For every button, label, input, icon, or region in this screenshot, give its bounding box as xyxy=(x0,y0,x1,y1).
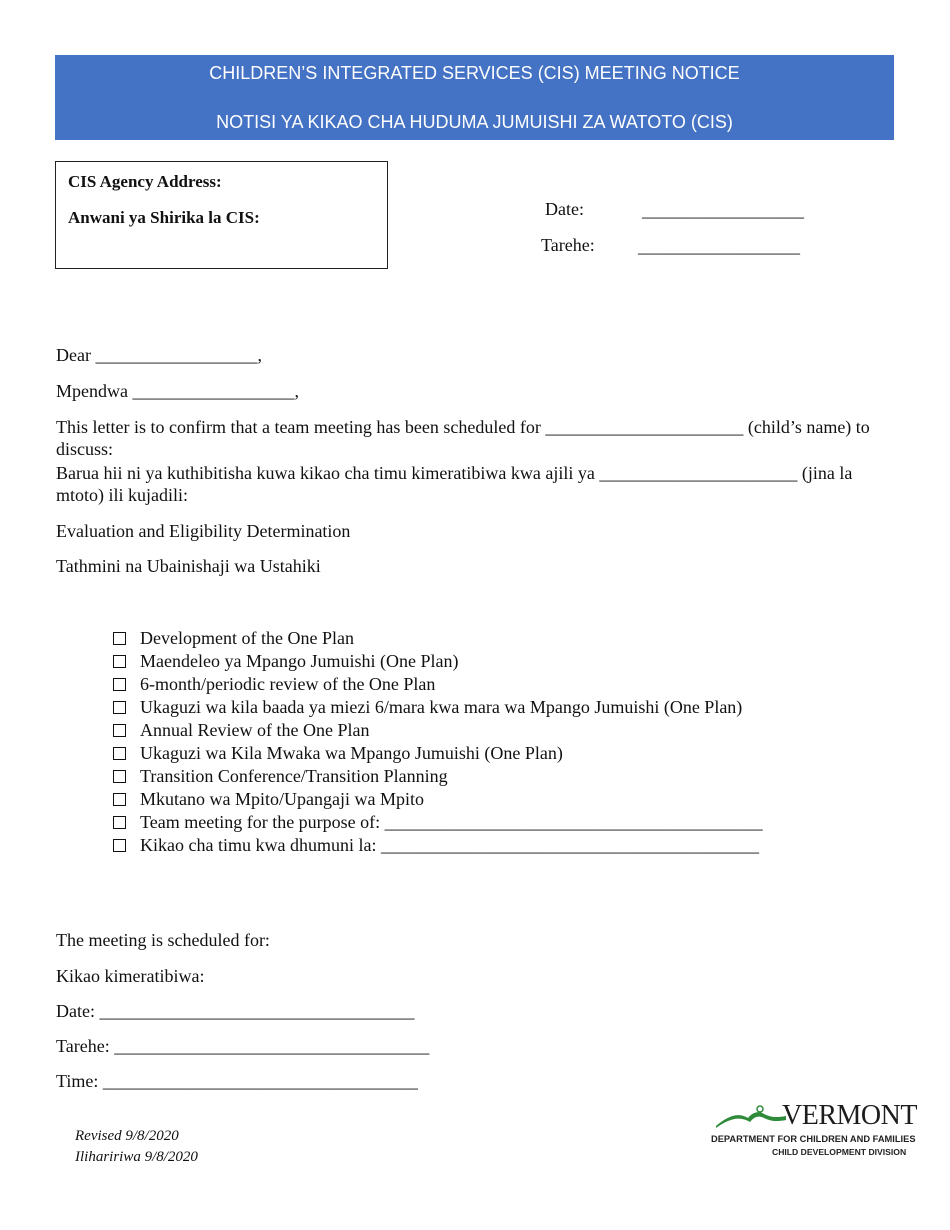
checklist-item[interactable] xyxy=(113,627,763,650)
vermont-dcf-logo xyxy=(710,1100,917,1170)
checkbox-icon[interactable] xyxy=(113,839,126,852)
agency-address-label-en: CIS Agency Address: xyxy=(68,172,222,191)
agency-address-label-sw: Anwani ya Shirika la CIS: xyxy=(68,208,260,227)
salutation-mpendwa[interactable]: Mpendwa __________________, xyxy=(56,381,299,401)
meeting-purpose-checklist xyxy=(113,627,763,857)
tarehe-blank-field[interactable]: __________________ xyxy=(638,236,800,256)
confirm-paragraph-sw[interactable]: Barua hii ni ya kuthibitisha kuwa kikao cha timu kimeratibiwa kwa ajili ya ______________________ (jina la mtoto) ili kujadili: xyxy=(56,463,853,505)
checklist-item[interactable] xyxy=(113,696,763,719)
evaluation-heading-en: Evaluation and Eligibility Determination xyxy=(56,521,351,541)
checklist-label: Kikao cha timu kwa dhumuni la: __________________________________________ xyxy=(140,835,759,855)
checklist-item[interactable] xyxy=(113,788,763,811)
checkbox-icon[interactable] xyxy=(113,655,126,668)
checklist-item[interactable] xyxy=(113,719,763,742)
tarehe-label: Tarehe: xyxy=(541,235,595,255)
logo-division: CHILD DEVELOPMENT DIVISION xyxy=(772,1147,907,1157)
checklist-label: Maendeleo ya Mpango Jumuishi (One Plan) xyxy=(140,651,459,671)
schedule-intro-en: The meeting is scheduled for: xyxy=(56,930,270,950)
checklist-label: Ukaguzi wa Kila Mwaka wa Mpango Jumuishi (One Plan) xyxy=(140,743,563,763)
checkbox-icon[interactable] xyxy=(113,632,126,645)
checklist-label: 6-month/periodic review of the One Plan xyxy=(140,674,436,694)
checkbox-icon[interactable] xyxy=(113,678,126,691)
checklist-item[interactable] xyxy=(113,650,763,673)
checkbox-icon[interactable] xyxy=(113,770,126,783)
revised-date-sw: Ilihaririwa 9/8/2020 xyxy=(75,1149,198,1165)
checklist-item[interactable] xyxy=(113,834,763,857)
date-label: Date: xyxy=(545,199,584,219)
title-banner xyxy=(55,55,894,140)
checklist-item[interactable] xyxy=(113,811,763,834)
logo-wordmark: VERMONT xyxy=(782,1100,917,1131)
salutation-dear[interactable]: Dear __________________, xyxy=(56,345,262,365)
checkbox-icon[interactable] xyxy=(113,724,126,737)
checklist-item[interactable] xyxy=(113,673,763,696)
checkbox-icon[interactable] xyxy=(113,701,126,714)
checklist-label: Team meeting for the purpose of: __________________________________________ xyxy=(140,812,763,832)
title-english: CHILDREN’S INTEGRATED SERVICES (CIS) MEETING NOTICE xyxy=(209,63,740,83)
schedule-intro-sw: Kikao kimeratibiwa: xyxy=(56,966,205,986)
date-blank-field[interactable]: __________________ xyxy=(642,200,804,220)
agency-address-box[interactable] xyxy=(55,161,388,269)
checklist-label: Transition Conference/Transition Planning xyxy=(140,766,448,786)
schedule-time-field[interactable]: Time: ___________________________________ xyxy=(56,1071,418,1091)
checklist-label: Development of the One Plan xyxy=(140,628,354,648)
schedule-tarehe-field[interactable]: Tarehe: ___________________________________ xyxy=(56,1036,430,1056)
checklist-label: Ukaguzi wa kila baada ya miezi 6/mara kwa mara wa Mpango Jumuishi (One Plan) xyxy=(140,697,743,717)
schedule-date-field[interactable]: Date: ___________________________________ xyxy=(56,1001,415,1021)
checklist-item[interactable] xyxy=(113,765,763,788)
mountain-icon xyxy=(714,1104,788,1130)
title-swahili: NOTISI YA KIKAO CHA HUDUMA JUMUISHI ZA WATOTO (CIS) xyxy=(216,112,733,132)
checklist-item[interactable] xyxy=(113,742,763,765)
checklist-label: Mkutano wa Mpito/Upangaji wa Mpito xyxy=(140,789,424,809)
logo-department: DEPARTMENT FOR CHILDREN AND FAMILIES xyxy=(711,1134,916,1144)
checklist-label: Annual Review of the One Plan xyxy=(140,720,370,740)
checkbox-icon[interactable] xyxy=(113,816,126,829)
revised-date-en: Revised 9/8/2020 xyxy=(75,1128,179,1144)
checkbox-icon[interactable] xyxy=(113,793,126,806)
confirm-paragraph-en[interactable]: This letter is to confirm that a team meeting has been scheduled for ______________________ (child’s name) to discuss: xyxy=(56,417,870,459)
checkbox-icon[interactable] xyxy=(113,747,126,760)
evaluation-heading-sw: Tathmini na Ubainishaji wa Ustahiki xyxy=(56,556,321,576)
